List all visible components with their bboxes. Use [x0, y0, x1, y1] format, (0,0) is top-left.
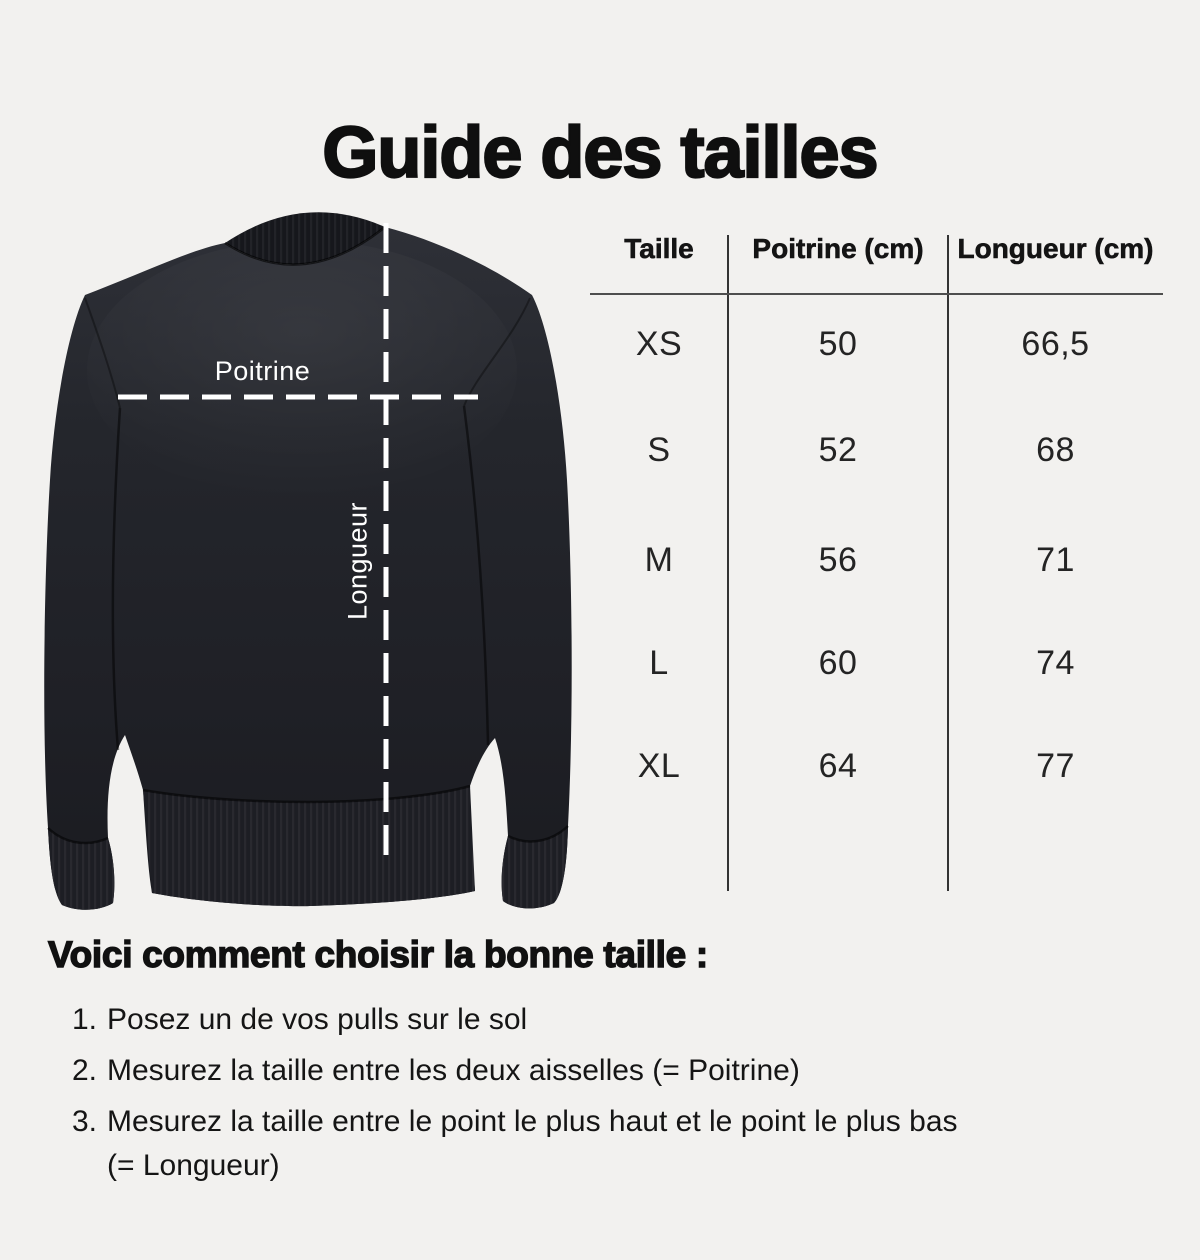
- header-poitrine: Poitrine (cm): [752, 233, 924, 264]
- hem-band: [143, 786, 475, 906]
- size-cell: L: [649, 644, 669, 682]
- instruction-item: [57, 998, 1182, 1042]
- page-title: Guide des tailles: [322, 113, 878, 194]
- length-cell: 66,5: [1021, 324, 1090, 363]
- length-measure-label: Longueur: [342, 501, 373, 621]
- length-cell: 71: [1036, 540, 1075, 579]
- header-taille: Taille: [624, 233, 694, 264]
- item-number: 3.: [71, 1105, 97, 1138]
- chest-cell: 56: [818, 540, 858, 579]
- column-separator: [947, 235, 949, 891]
- instruction-item: [57, 1100, 1182, 1188]
- size-cell: XS: [635, 324, 683, 363]
- item-text: Posez un de vos pulls sur le sol: [107, 1003, 528, 1036]
- chest-cell: 52: [818, 430, 858, 469]
- instruction-item: [57, 1049, 1182, 1093]
- item-text: Mesurez la taille entre les deux aisselles (= Poitrine): [107, 1054, 800, 1087]
- length-cell: 74: [1036, 644, 1075, 682]
- size-cell: M: [644, 540, 674, 579]
- sweatshirt-figure: [40, 210, 580, 910]
- size-cell: S: [647, 430, 671, 469]
- chest-measure-label: Poitrine: [214, 356, 311, 386]
- item-number: 2.: [71, 1054, 97, 1087]
- size-table: [590, 225, 1163, 895]
- sweatshirt-diagram: [40, 210, 580, 910]
- length-cell: 68: [1036, 430, 1075, 469]
- instructions-heading: Voici comment choisir la bonne taille :: [48, 934, 708, 975]
- chest-cell: 60: [818, 644, 858, 682]
- length-cell: 77: [1036, 746, 1075, 785]
- chest-cell: 64: [818, 746, 858, 785]
- instruction-list: [57, 998, 1182, 1195]
- chest-cell: 50: [818, 324, 858, 363]
- header-rule: [590, 293, 1163, 295]
- item-number: 1.: [71, 1003, 97, 1036]
- size-cell: XL: [637, 746, 681, 785]
- column-separator: [727, 235, 729, 891]
- header-longueur: Longueur (cm): [957, 233, 1154, 264]
- item-text: Mesurez la taille entre le point le plus haut et le point le plus bas (= Longueur): [107, 1105, 958, 1182]
